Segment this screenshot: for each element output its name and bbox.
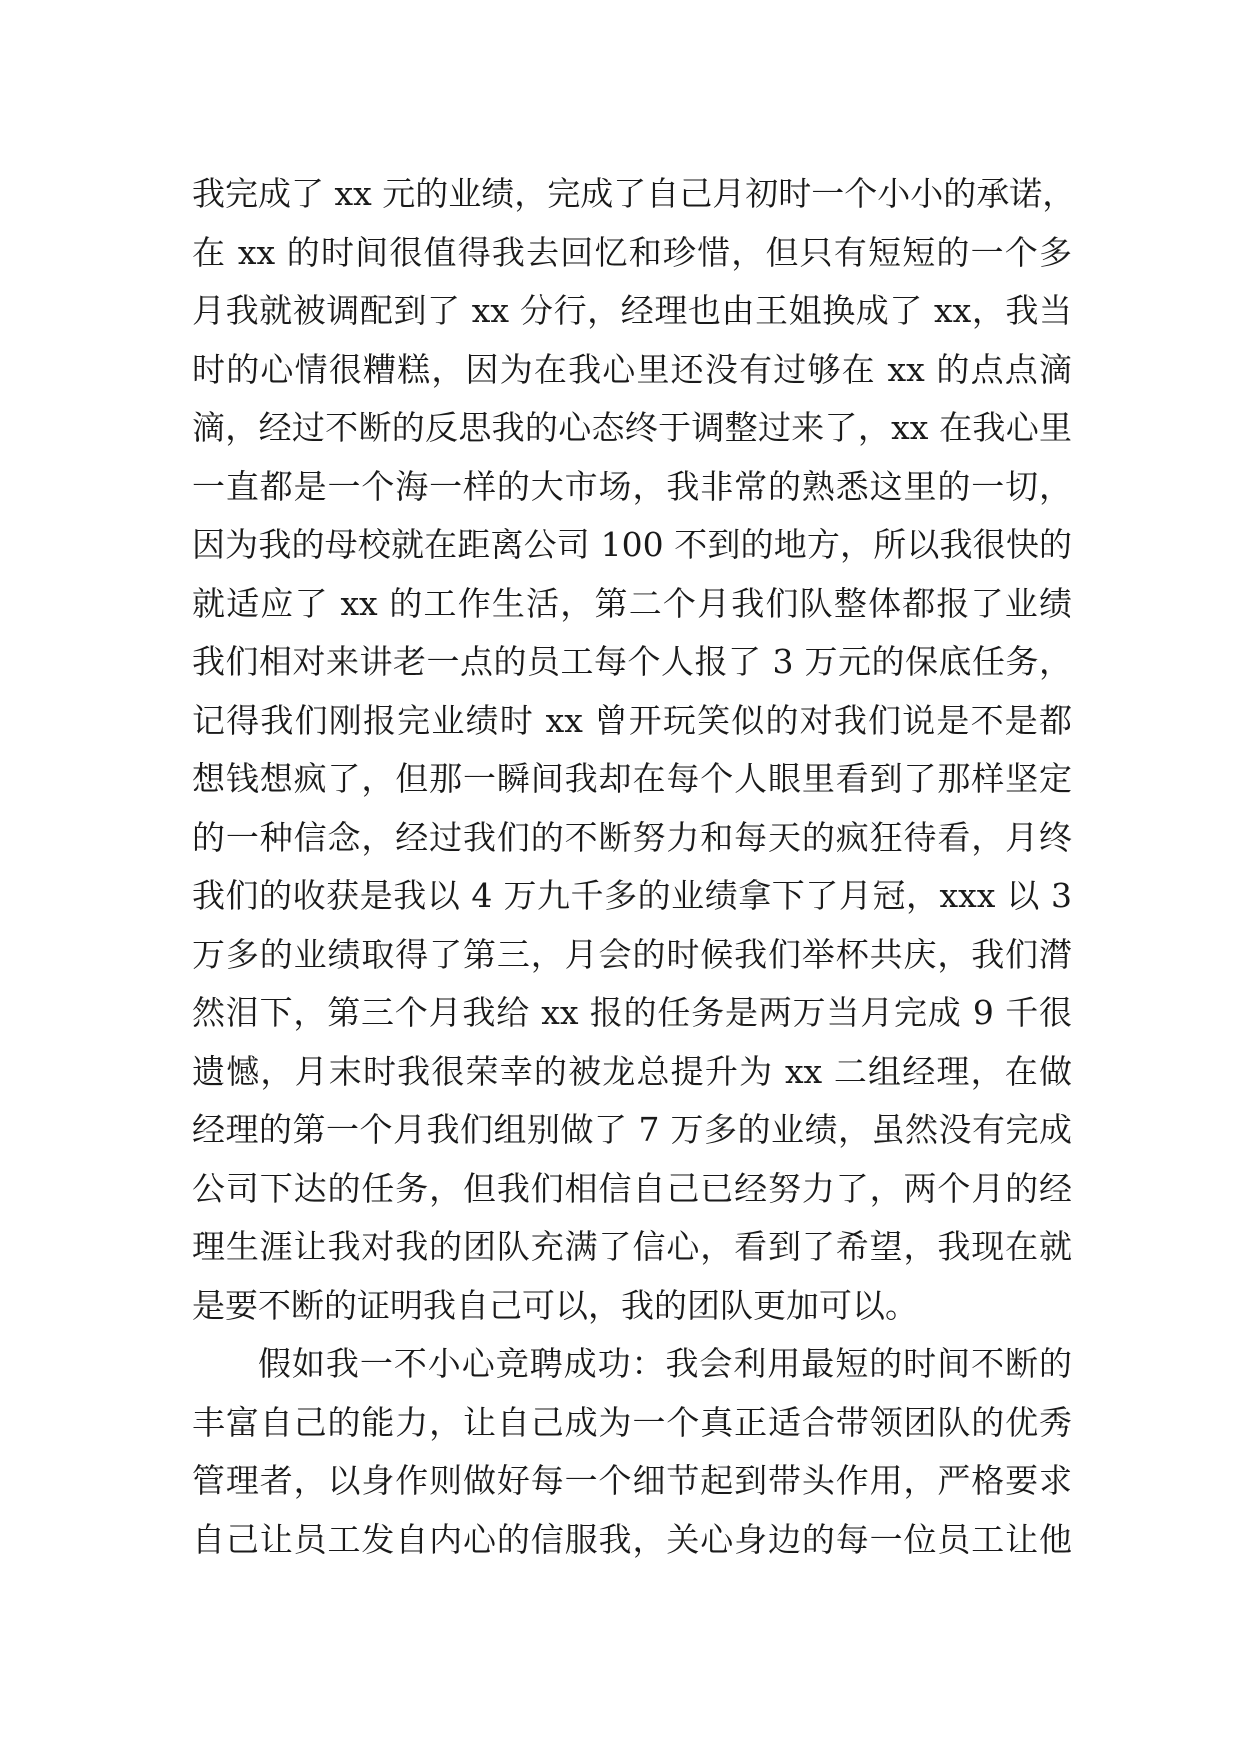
text-line: 然泪下，第三个月我给 xx 报的任务是两万当月完成 9 千很 bbox=[192, 993, 1072, 1032]
text-line: 管理者，以身作则做好每一个细节起到带头作用，严格要求 bbox=[192, 1461, 1072, 1500]
text-line: 自己让员工发自内心的信服我，关心身边的每一位员工让他 bbox=[192, 1519, 1072, 1559]
text-line: 在 xx 的时间很值得我去回忆和珍惜，但只有短短的一个多 bbox=[192, 232, 1072, 272]
text-line: 一直都是一个海一样的大市场，我非常的熟悉这里的一切， bbox=[192, 466, 1072, 506]
text-line: 我们的收获是我以 4 万九千多的业绩拿下了月冠，xxx 以 3 bbox=[192, 876, 1072, 915]
text-line: 就适应了 xx 的工作生活，第二个月我们队整体都报了业绩 bbox=[192, 583, 1072, 623]
text-line: 想钱想疯了，但那一瞬间我却在每个人眼里看到了那样坚定 bbox=[192, 759, 1072, 798]
text-line: 记得我们刚报完业绩时 xx 曾开玩笑似的对我们说是不是都 bbox=[192, 700, 1072, 740]
text-line: 是要不断的证明我自己可以，我的团队更加可以。 bbox=[192, 1285, 918, 1325]
text-line: 公司下达的任务，但我们相信自己已经努力了，两个月的经 bbox=[192, 1168, 1072, 1208]
text-line: 的一种信念，经过我们的不断努力和每天的疯狂待看，月终 bbox=[192, 817, 1072, 857]
text-line: 时的心情很糟糕，因为在我心里还没有过够在 xx 的点点滴 bbox=[192, 349, 1072, 389]
text-line: 因为我的母校就在距离公司 100 不到的地方，所以我很快的 bbox=[192, 525, 1072, 564]
paragraph-first-line: 假如我一不小心竞聘成功：我会利用最短的时间不断的 bbox=[258, 1344, 1072, 1383]
text-line: 我们相对来讲老一点的员工每个人报了 3 万元的保底任务， bbox=[192, 642, 1072, 681]
text-line: 月我就被调配到了 xx 分行，经理也由王姐换成了 xx，我当 bbox=[192, 291, 1072, 330]
text-line: 理生涯让我对我的团队充满了信心，看到了希望，我现在就 bbox=[192, 1227, 1072, 1266]
text-line: 经理的第一个月我们组别做了 7 万多的业绩，虽然没有完成 bbox=[192, 1110, 1072, 1149]
text-line: 我完成了 xx 元的业绩，完成了自己月初时一个小小的承诺， bbox=[192, 174, 1076, 213]
text-line: 遗憾，月末时我很荣幸的被龙总提升为 xx 二组经理，在做 bbox=[192, 1051, 1072, 1091]
body-text bbox=[192, 165, 1076, 1569]
text-line: 滴，经过不断的反思我的心态终于调整过来了，xx 在我心里 bbox=[192, 408, 1072, 447]
text-line: 丰富自己的能力，让自己成为一个真正适合带领团队的优秀 bbox=[192, 1402, 1072, 1442]
text-line: 万多的业绩取得了第三，月会的时候我们举杯共庆，我们潸 bbox=[192, 934, 1072, 974]
